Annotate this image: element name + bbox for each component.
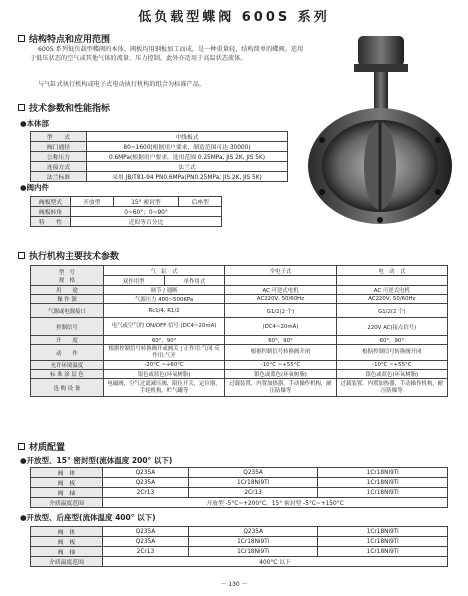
table-row [31,370,448,379]
inner-table [30,196,222,227]
table-cell: 根据控制信号转换阀开闭 [225,345,336,361]
table-row [31,266,448,276]
page-title: 低负载型蝶阀 600S 系列 [138,10,330,25]
table-cell: 1Cr18Ni9Ti [188,537,318,547]
table-cell: 选 购 设 备 [31,379,104,397]
table-cell: 阀 板 [31,537,103,547]
table-row [31,197,222,207]
table-cell: 开放型 [71,197,114,207]
table-cell: 2Cr13 [188,488,318,498]
section-material-heading: 材质配置 [18,440,65,453]
table-row [31,286,448,295]
table-cell: G1/2(2 个) [336,304,447,318]
table-cell: 调节 / 通断 [103,286,224,295]
table-cell: 2Cr13 [103,547,189,557]
material-t1-label: ●开放型、15° 密封型(流体温度 200° 以下) [20,456,173,465]
table-cell: 特 性 [31,217,71,227]
table-cell: 操 作 源 [31,295,104,304]
table-cell: Q235A [103,468,189,478]
table-cell: 0~60°；0~90° [71,207,222,217]
table-row [31,379,448,397]
table-cell: 阀 体 [31,527,103,537]
table-cell: 过载装置，内置加热器，手动操作机构，耐压防爆等 [225,379,336,397]
table-cell: 介质温度范围 [31,498,103,508]
table-cell: 2Cr13 [103,488,189,498]
material-table-2 [30,526,448,567]
table-row [31,537,448,547]
table-row [31,527,448,537]
table-cell: 采用 JB/T81-94 PN0.6MPa(PN0.25MPa; JIS 2K, JIS 5K) [87,172,288,182]
table-cell: 控制信号 [31,318,104,336]
table-cell: 1Cr18Ni9Ti [318,488,448,498]
table-cell: 银色或蓝色(环氧树脂) [225,370,336,379]
table-row [31,478,448,488]
table-cell: 标 准 涂 层 色 [31,370,104,379]
table-cell: 阀板转角 [31,207,71,217]
table-cell: 动 作 [31,345,104,361]
table-cell: 80~1600(根据用户要求，制造范围可达 30000) [87,142,288,152]
table-cell: 400°C 以下 [103,557,448,567]
table-cell: 0.6MPa(根据用户要求，选用范围 0.25MPa, JIS 2K, JIS 5K) [87,152,288,162]
table-cell: AC220V, 50/60Hz [336,295,447,304]
table-header-corner: 型 号 规 格 [31,266,104,286]
table-cell [225,276,336,286]
table-row [31,162,288,172]
body-table [30,131,288,182]
table-cell: 1Cr18Ni9Ti [318,468,448,478]
table-cell: 1Cr18Ni9Ti [188,547,318,557]
table-cell: Q235A [188,468,318,478]
table-cell: 近似等百分比 [71,217,222,227]
table-cell: -10°C ~+55°C [225,361,336,370]
table-cell: -10°C ~+55°C [336,361,447,370]
material-table-1 [30,467,448,508]
table-cell: Q235A [103,537,189,547]
table-cell: AC 可逆式电机 [225,286,336,295]
table-cell: 60°，90° [103,336,224,345]
table-cell: Rc1/4, R1/2 [103,304,224,318]
table-cell: -20°C ~+60°C [103,361,224,370]
table-cell: 型 式 [31,132,87,142]
structure-paragraph-1: 600S 系列低负载型蝶阀的本体、阀板均用钢板加工而成，是一种重量轻、结构简单的蝶阀。适用于低压状态的空气或其他气体的流量、压力控制，此外亦适用于高温状态流体。 [30,46,304,62]
table-cell: Q235A [103,478,189,488]
table-cell: 根据控制信号转换阀开闭 [336,345,447,361]
table-cell: 气源压力 400~500KPa [103,295,224,304]
section-structure-heading: 结构特点和应用范围 [18,32,110,45]
table-cell: 60°，90° [336,336,447,345]
table-cell: 阀 体 [31,468,103,478]
table-cell: 220V AC(接点信号) [336,318,447,336]
table-row [31,295,448,304]
table-cell: 过载装置，内置加热器，手动操作机构，耐压防爆等 [336,379,447,397]
table-row [31,345,448,361]
table-cell: 阀 轴 [31,488,103,498]
table-subheader: 双作用型 [103,276,164,286]
table-cell: G1/2(2 个) [225,304,336,318]
table-cell: 允许环境温度 [31,361,104,370]
table-header: 电 动 式 [336,266,447,276]
table-header: 全电子式 [225,266,336,276]
table-row [31,152,288,162]
table-row [31,557,448,567]
inner-label: ●阀内件 [20,183,50,192]
table-row [31,336,448,345]
section-actuator-heading: 执行机构主要技术参数 [18,249,119,262]
table-cell: 电磁阀，空气过滤减压阀，限位开关，定位器，手轮机构，贮气罐等 [103,379,224,397]
table-cell: 阀 板 [31,478,103,488]
section-tech-heading: 技术参数和性能指标 [18,101,110,114]
table-cell: 法兰标准 [31,172,87,182]
table-cell: Q235A [188,527,318,537]
table-cell: 1Cr18Ni9Ti [318,527,448,537]
table-cell: 连接方式 [31,162,87,172]
table-cell: 法兰式 [87,162,288,172]
table-cell: 60°，90° [225,336,336,345]
actuator-table [30,265,448,397]
table-row [31,172,288,182]
table-row [31,468,448,478]
table-cell: AC220V, 50/60Hz [225,295,336,304]
table-cell: 开 度 [31,336,104,345]
table-row [31,207,222,217]
table-cell: 用 途 [31,286,104,295]
page-number: － 130 － [220,581,248,588]
butterfly-valve-image [300,28,460,228]
table-cell: 中线板式 [87,132,288,142]
table-cell: 开放型 -5°C~+200°C，15° 密封型 -5°C~+150°C [103,498,448,508]
table-cell: 后座型 [179,197,222,207]
table-cell: 1Cr18Ni9Ti [188,478,318,488]
material-t2-label: ●开放型、后座型(流体温度 400° 以下) [20,513,156,522]
table-cell: 阀 轴 [31,547,103,557]
table-cell [336,276,447,286]
table-row [31,488,448,498]
table-header: 气 缸 式 [103,266,224,276]
table-cell: AC 可逆式电机 [336,286,447,295]
table-cell: 阀门通径 [31,142,87,152]
table-cell: 1Cr18Ni9Ti [318,547,448,557]
table-cell: (DC4~20mA) [225,318,336,336]
table-cell: 1Cr18Ni9Ti [318,537,448,547]
table-row [31,318,448,336]
body-label: ●本体部 [20,119,50,128]
table-cell: 银色或蓝色(环氧树脂) [103,370,224,379]
table-cell: 15° 密封型 [113,197,179,207]
table-cell: 银色或蓝色(环氧树脂) [336,370,447,379]
table-row [31,304,448,318]
table-cell: 公称压力 [31,152,87,162]
table-subheader: 单作用式 [164,276,225,286]
structure-paragraph-2: 与气缸式执行机构或电子式电动执行机构的组合为标准产品。 [38,81,206,88]
table-cell: 电气或空气的 ON/OFF 信号 (DC4~20mA) [103,318,224,336]
table-cell: 1Cr18Ni9Ti [318,478,448,488]
table-cell: 气源或电源接口 [31,304,104,318]
table-cell: 阀板型式 [31,197,71,207]
table-row [31,132,288,142]
table-row [31,498,448,508]
table-cell: Q235A [103,527,189,537]
table-row [31,361,448,370]
table-row [31,547,448,557]
table-cell: 介质温度范围 [31,557,103,567]
table-row [31,142,288,152]
table-cell: 根据控制信号转换阀开或阀关 | 正作用:气闭 反作用:气开 [103,345,224,361]
table-row [31,217,222,227]
